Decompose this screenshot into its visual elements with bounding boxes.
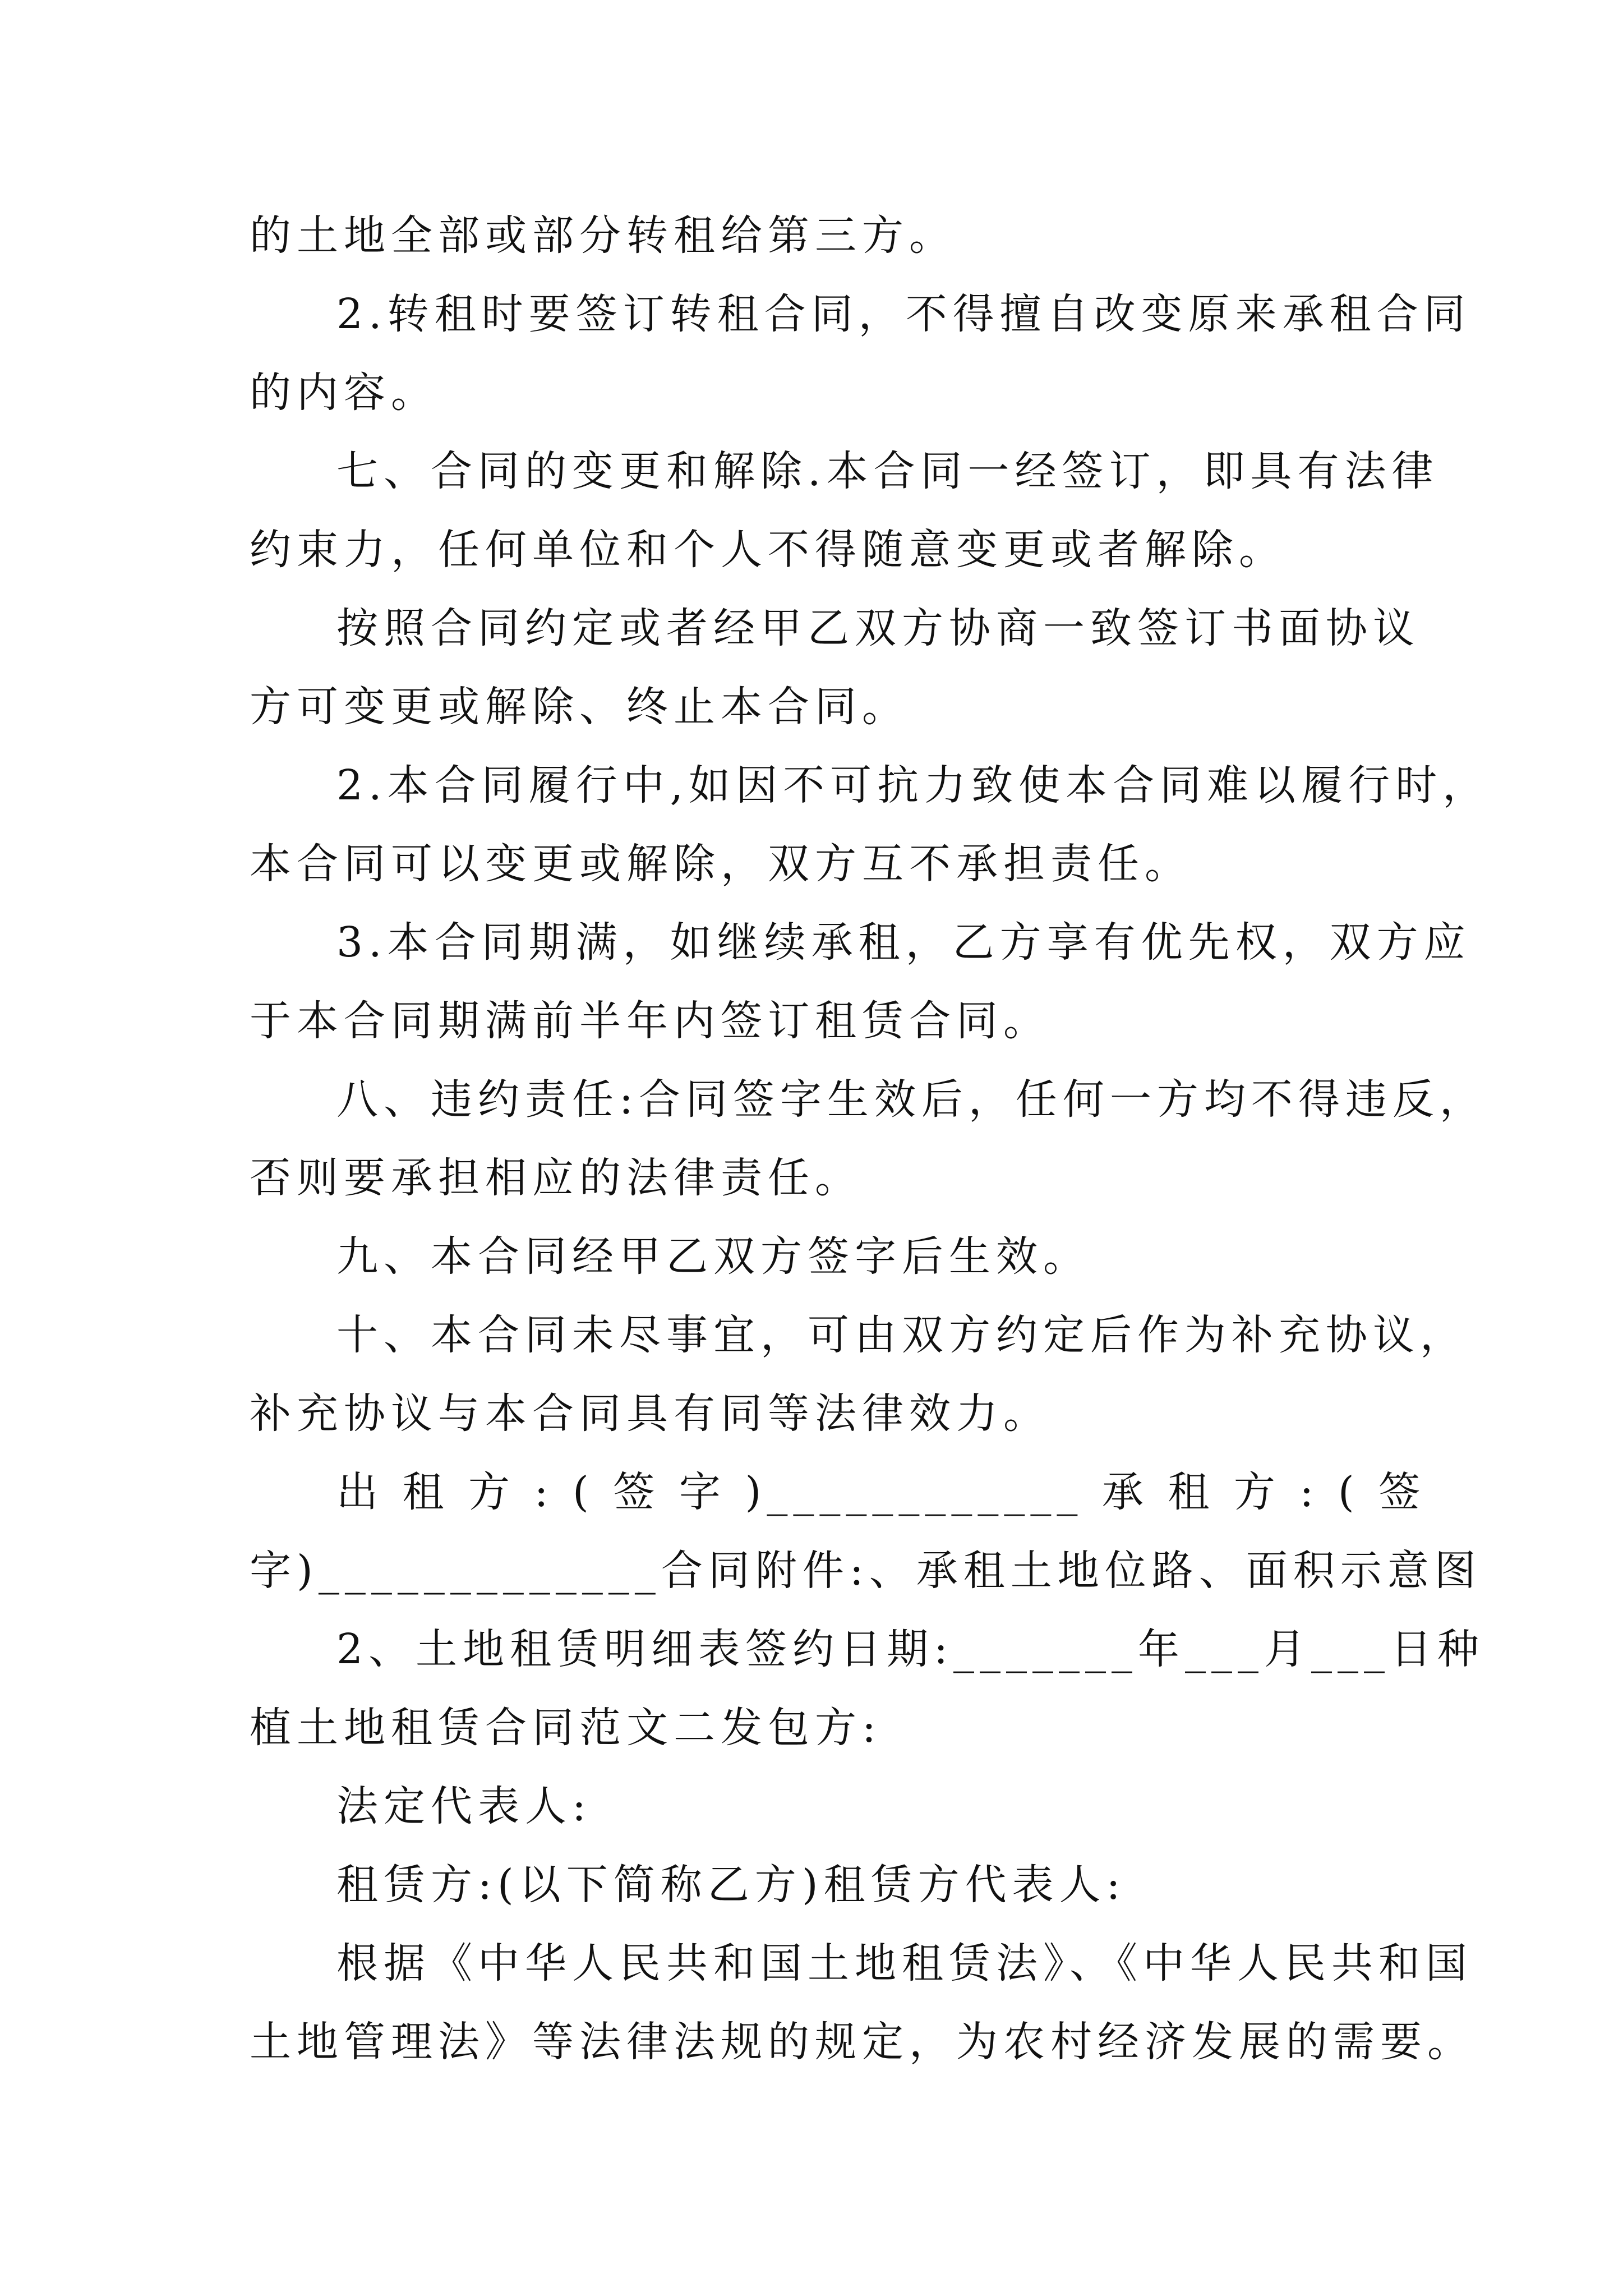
signature-line: 出 租 方 : ( 签 字 )____________ 承 租 方 : ( 签 [336, 1468, 1426, 1516]
paragraph-line: 2.本合同履行中,如因不可抗力致使本合同难以履行时， [336, 761, 1490, 809]
paragraph-line: 根据《中华人民共和国土地租赁法》、《中华人民共和国 [336, 1939, 1473, 1987]
paragraph-line: 法定代表人: [336, 1782, 592, 1830]
paragraph-line: 八、违约责任:合同签字生效后，任何一方均不得违反， [336, 1075, 1487, 1124]
paragraph-line: 的土地全部或部分转租给第三方。 [250, 211, 956, 260]
paragraph-line: 于本合同期满前半年内签订租赁合同。 [250, 997, 1050, 1045]
paragraph-line: 的内容。 [250, 369, 438, 417]
date-line: 2、土地租赁明细表签约日期:_______年___月___日种 [336, 1625, 1485, 1673]
paragraph-line: 九、本合同经甲乙双方签字后生效。 [336, 1232, 1090, 1281]
paragraph-line: 租赁方:(以下简称乙方)租赁方代表人: [336, 1861, 1126, 1909]
paragraph-line: 土地管理法》等法律法规的规定，为农村经济发展的需要。 [250, 2018, 1474, 2066]
paragraph-line: 2.转租时要签订转租合同，不得擅自改变原来承租合同 [336, 290, 1471, 338]
paragraph-line: 否则要承担相应的法律责任。 [250, 1154, 862, 1202]
paragraph-line: 方可变更或解除、终止本合同。 [250, 683, 909, 731]
signature-line: 字)_____________合同附件:、承租土地位路、面积示意图 [250, 1547, 1482, 1595]
paragraph-line: 植土地租赁合同范文二发包方: [250, 1704, 882, 1752]
paragraph-line: 补充协议与本合同具有同等法律效力。 [250, 1389, 1050, 1438]
paragraph-line: 本合同可以变更或解除，双方互不承担责任。 [250, 840, 1192, 888]
paragraph-line: 七、合同的变更和解除.本合同一经签订，即具有法律 [336, 447, 1439, 495]
paragraph-line: 3.本合同期满，如继续承租，乙方享有优先权，双方应 [336, 918, 1471, 967]
paragraph-line: 按照合同约定或者经甲乙双方协商一致签订书面协议 [336, 604, 1420, 652]
paragraph-line: 十、本合同未尽事宜，可由双方约定后作为补充协议， [336, 1311, 1467, 1359]
paragraph-line: 约束力，任何单位和个人不得随意变更或者解除。 [250, 526, 1286, 574]
